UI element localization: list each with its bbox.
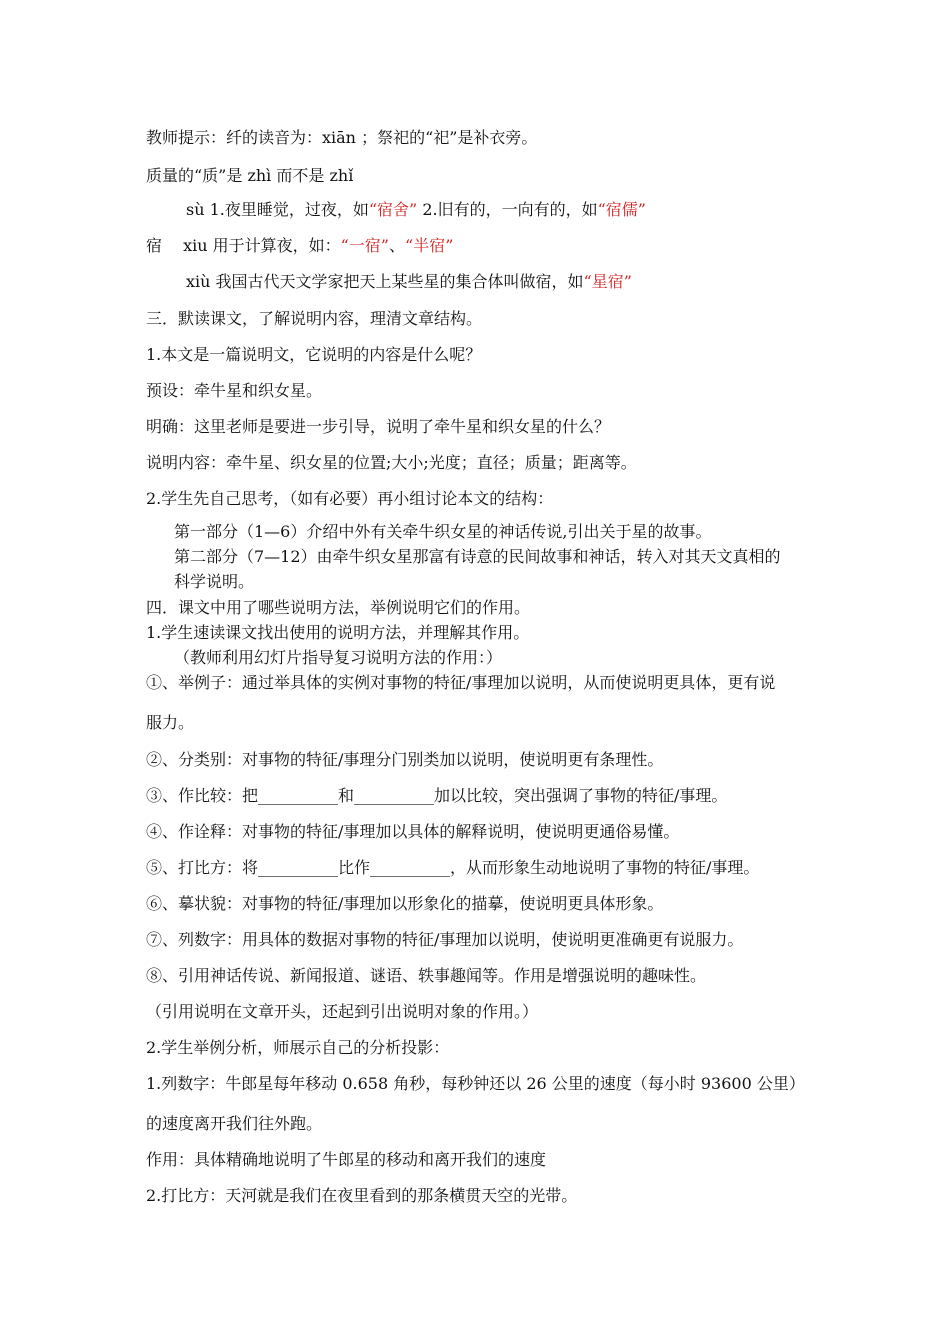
su-meaning-line — [186, 200, 646, 220]
xiu4-meaning-line — [186, 272, 632, 292]
method-example-continued: 服力。 — [146, 713, 195, 732]
part-two: 第二部分（7—12）由牵牛织女星那富有诗意的民间故事和神话，转入对其天文真相的 — [174, 547, 781, 566]
example-sushe: “宿舍” — [368, 200, 418, 219]
part-two-continued: 科学说明。 — [174, 572, 255, 591]
example-suru: “宿儒” — [597, 200, 646, 219]
zhi-pronunciation-note: 质量的“质”是 zhì 而不是 zhǐ — [146, 166, 354, 185]
clarification: 明确：这里老师是要进一步引导，说明了牵牛星和织女星的什么？ — [146, 417, 611, 436]
task-2: 2.学生举例分析，师展示自己的分析投影： — [146, 1038, 450, 1057]
method-classification: ②、分类别：对事物的特征/事理分门别类加以说明，使说明更有条理性。 — [146, 750, 664, 769]
section-four-heading: 四．课文中用了哪些说明方法，举例说明它们的作用。 — [146, 598, 531, 617]
analysis-effect: 作用：具体精确地说明了牛郎星的移动和离开我们的速度 — [146, 1150, 547, 1169]
task-1: 1.学生速读课文找出使用的说明方法，并理解其作用。 — [146, 623, 530, 642]
method-numbers: ⑦、列数字：用具体的数据对事物的特征/事理加以说明，使说明更准确更有说服力。 — [146, 930, 744, 949]
explanation-content: 说明内容：牵牛星、织女星的位置;大小;光度；直径；质量；距离等。 — [146, 453, 637, 472]
su-meaning-text: sù 1.夜里睡觉，过夜，如 — [186, 200, 369, 219]
citation-note: （引用说明在文章开头，还起到引出说明对象的作用。） — [146, 1002, 539, 1021]
example-yixiu: “一宿” — [340, 236, 389, 255]
example-banxiu: “半宿” — [405, 236, 454, 255]
xiu-meaning-line — [146, 236, 453, 256]
section-three-heading: 三．默读课文，了解说明内容，理清文章结构。 — [146, 309, 483, 328]
separator: 、 — [389, 236, 406, 255]
example-xingxiu: “星宿” — [583, 272, 632, 291]
method-interpretation: ④、作诠释：对事物的特征/事理加以具体的解释说明，使说明更通俗易懂。 — [146, 822, 680, 841]
method-comparison: ③、作比较：把__________和__________加以比较，突出强调了事物的特征/事理。 — [146, 786, 728, 805]
method-analogy: ⑤、打比方：将__________比作__________，从而形象生动地说明了事物的特征/事理。 — [146, 858, 760, 877]
preset-answer: 预设：牵牛星和织女星。 — [146, 381, 323, 400]
xiu4-meaning-text: xiù 我国古代天文学家把天上某些星的集合体叫做宿，如 — [186, 272, 584, 291]
analysis-numbers-continued: 的速度离开我们往外跑。 — [146, 1114, 323, 1133]
part-one: 第一部分（1—6）介绍中外有关牵牛织女星的神话传说,引出关于星的故事。 — [174, 522, 712, 541]
question-1: 1.本文是一篇说明文，它说明的内容是什么呢？ — [146, 345, 482, 364]
slide-note: （教师利用幻灯片指导复习说明方法的作用：） — [174, 648, 503, 667]
xiu-meaning-text: 宿 xiu 用于计算夜，如： — [146, 236, 341, 255]
method-citation: ⑧、引用神话传说、新闻报道、谜语、轶事趣闻等。作用是增强说明的趣味性。 — [146, 966, 707, 985]
method-description: ⑥、摹状貌：对事物的特征/事理加以形象化的描摹，使说明更具体形象。 — [146, 894, 664, 913]
analysis-numbers: 1.列数字：牛郎星每年移动 0.658 角秒，每秒钟还以 26 公里的速度（每小时 93600 公里） — [146, 1074, 805, 1093]
su-meaning-text-2: 2.旧有的，一向有的，如 — [417, 200, 598, 219]
teacher-tip-pronunciation: 教师提示：纤的读音为：xiān ；祭祀的“祀”是补衣旁。 — [146, 128, 538, 147]
analysis-analogy: 2.打比方：天河就是我们在夜里看到的那条横贯天空的光带。 — [146, 1186, 578, 1205]
question-2: 2.学生先自己思考，（如有必要）再小组讨论本文的结构： — [146, 489, 554, 508]
method-example: ①、举例子：通过举具体的实例对事物的特征/事理加以说明，从而使说明更具体，更有说 — [146, 673, 776, 692]
